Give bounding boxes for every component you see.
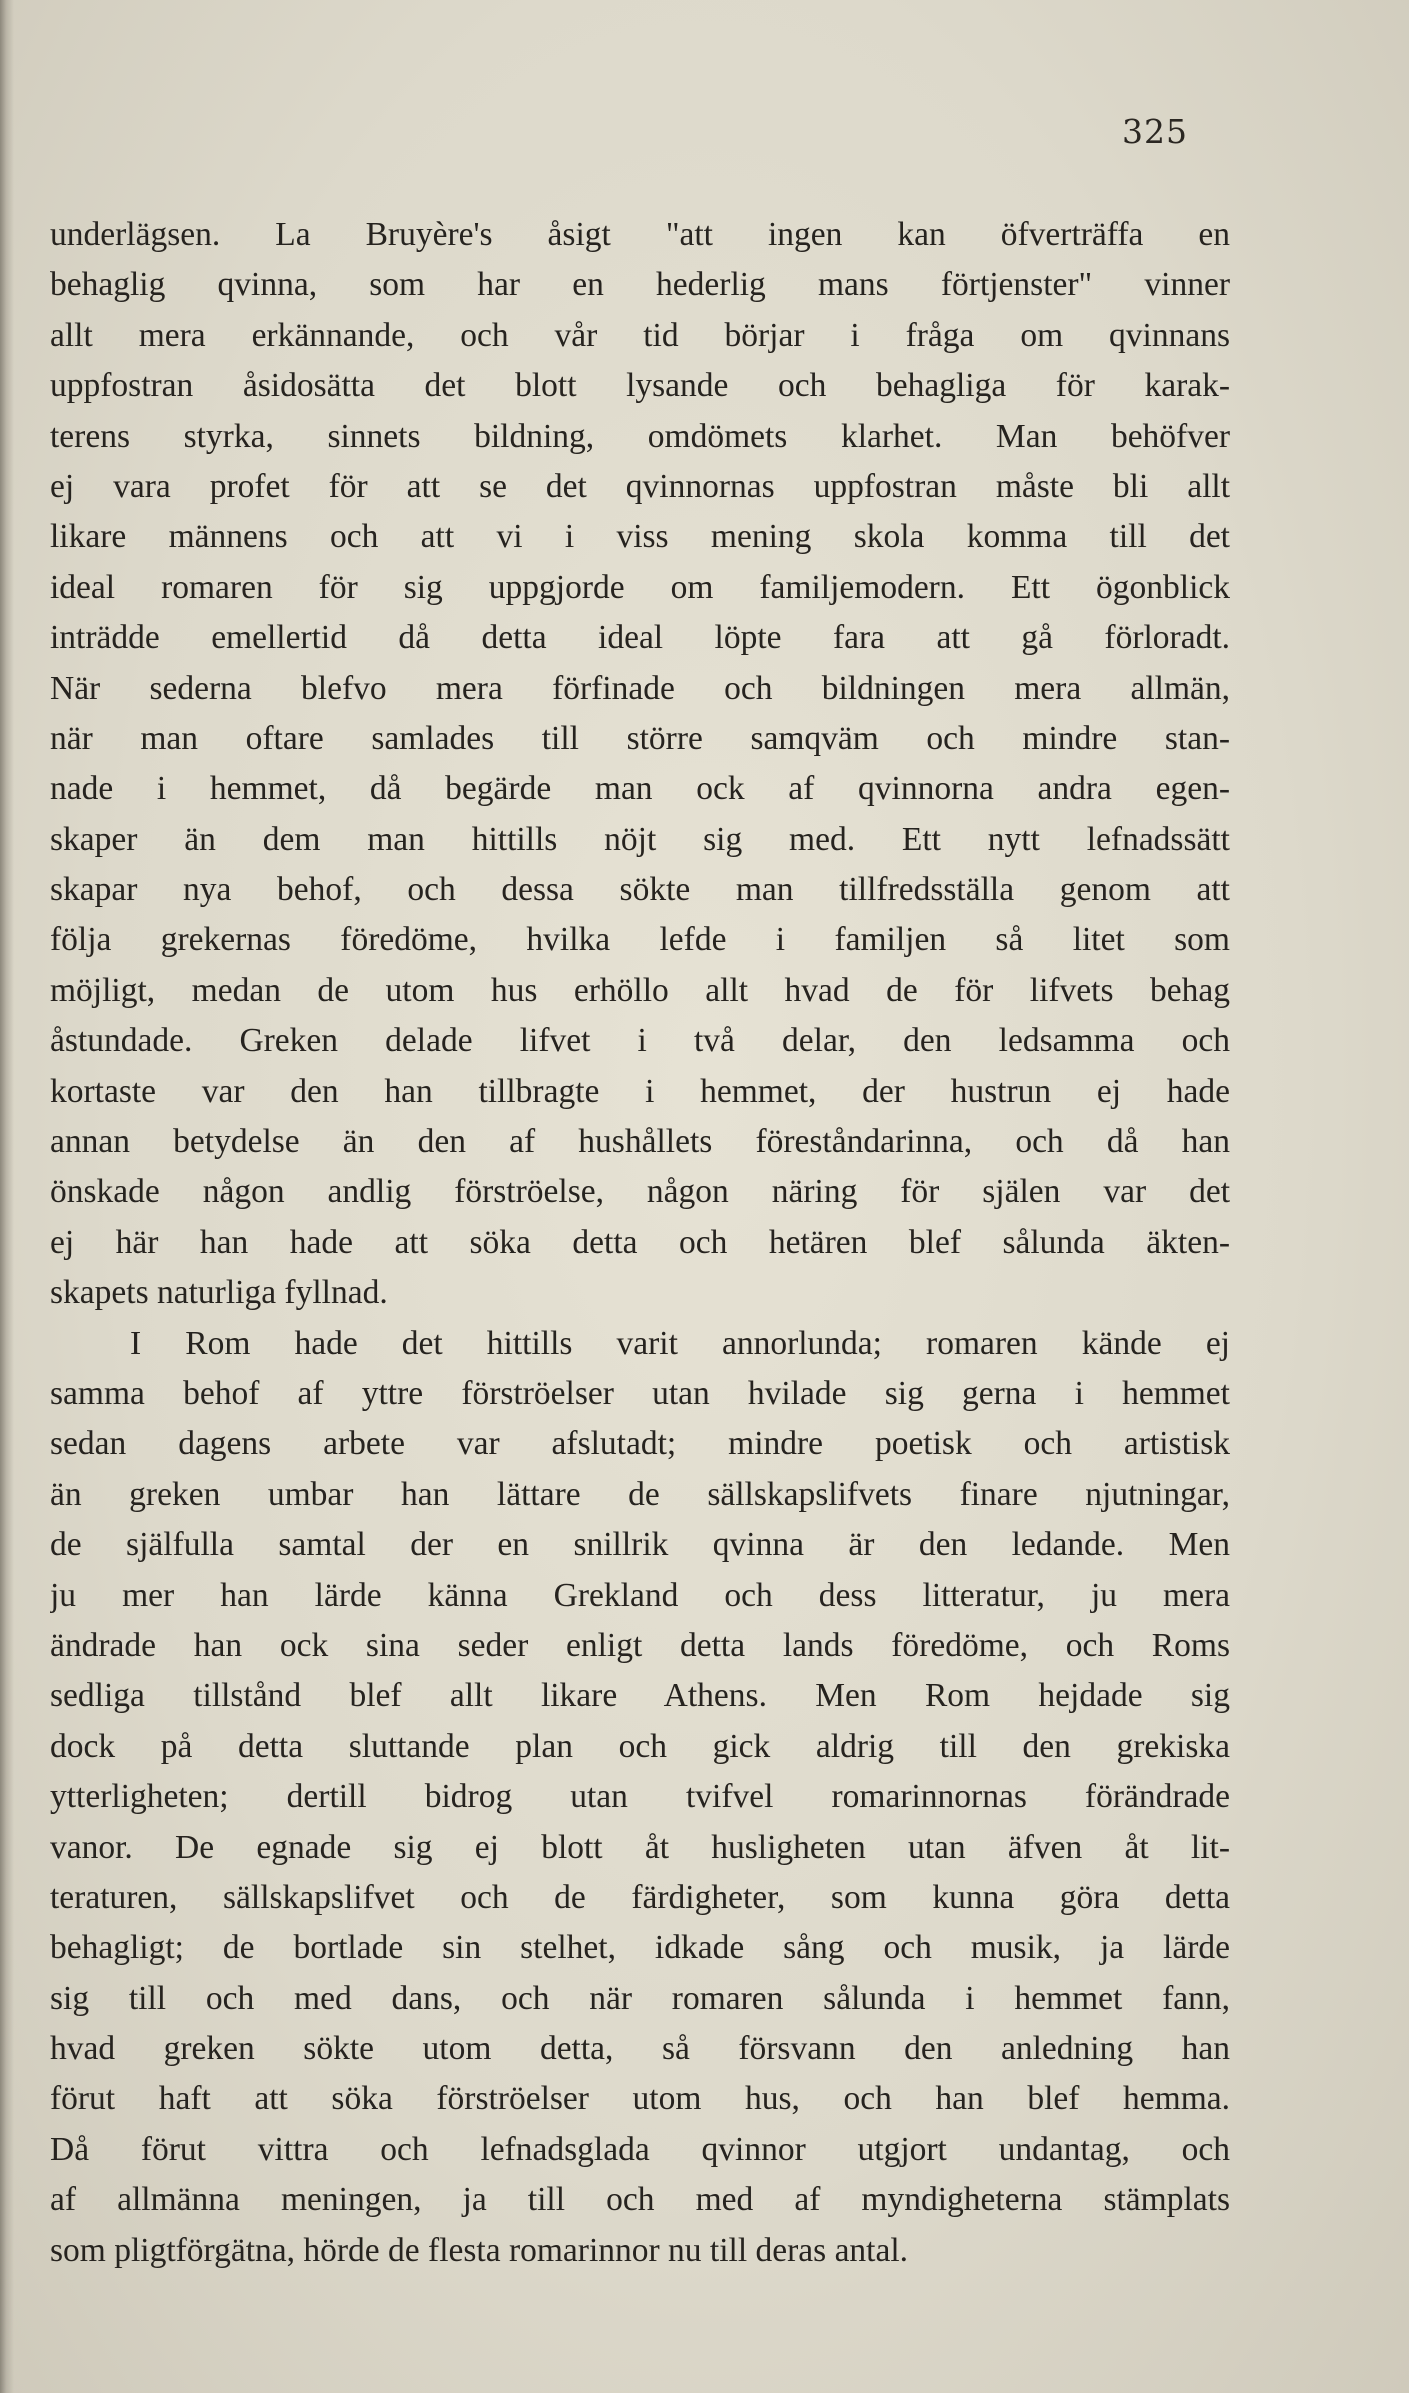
text-line: annan betydelse än den af hushållets föreståndarinna, och då han bbox=[50, 1123, 1230, 1161]
text-line: ju mer han lärde känna Grekland och dess litteratur, ju mera bbox=[50, 1576, 1230, 1614]
text-line: likare männens och att vi i viss mening skola komma till det bbox=[50, 518, 1230, 556]
text-line: I Rom hade det hittills varit annorlunda; romaren kände ej bbox=[130, 1324, 1230, 1362]
page-binding-shadow bbox=[0, 0, 14, 2393]
text-line: allt mera erkännande, och vår tid börjar i fråga om qvinnans bbox=[50, 316, 1230, 354]
text-line: de själfulla samtal der en snillrik qvinna är den ledande. Men bbox=[50, 1526, 1230, 1564]
text-line: vanor. De egnade sig ej blott åt husligheten utan äfven åt lit- bbox=[50, 1828, 1230, 1866]
text-line: Då förut vittra och lefnadsglada qvinnor utgjort undantag, och bbox=[50, 2130, 1230, 2168]
text-line: som pligtförgätna, hörde de flesta romarinnor nu till deras antal. bbox=[50, 2231, 909, 2269]
text-line: ytterligheten; dertill bidrog utan tvifvel romarinnornas förändrade bbox=[50, 1778, 1230, 1816]
text-line: åstundade. Greken delade lifvet i två delar, den ledsamma och bbox=[50, 1022, 1230, 1060]
text-line: skapets naturliga fyllnad. bbox=[50, 1274, 388, 1312]
text-line: ej vara profet för att se det qvinnornas uppfostran måste bli allt bbox=[50, 467, 1230, 505]
text-line: följa grekernas föredöme, hvilka lefde i familjen så litet som bbox=[50, 921, 1230, 959]
text-line: nade i hemmet, då begärde man ock af qvinnorna andra egen- bbox=[50, 770, 1230, 808]
text-line: sedan dagens arbete var afslutadt; mindre poetisk och artistisk bbox=[50, 1425, 1230, 1463]
text-line: dock på detta sluttande plan och gick aldrig till den grekiska bbox=[50, 1727, 1230, 1765]
text-line: än greken umbar han lättare de sällskapslifvets finare njutningar, bbox=[50, 1475, 1230, 1513]
text-line: hvad greken sökte utom detta, så försvann den anledning han bbox=[50, 2030, 1230, 2068]
text-line: ändrade han ock sina seder enligt detta lands föredöme, och Roms bbox=[50, 1626, 1230, 1664]
text-line: terens styrka, sinnets bildning, omdömets klarhet. Man behöfver bbox=[50, 417, 1230, 455]
page-number: 325 bbox=[1122, 112, 1188, 151]
text-line: när man oftare samlades till större samqväm och mindre stan- bbox=[50, 719, 1230, 757]
text-line: möjligt, medan de utom hus erhöllo allt hvad de för lifvets behag bbox=[50, 971, 1230, 1009]
text-line: af allmänna meningen, ja till och med af myndigheterna stämplats bbox=[50, 2181, 1230, 2219]
paragraph-1 bbox=[50, 210, 1230, 1319]
text-line: skapar nya behof, och dessa sökte man tillfredsställa genom att bbox=[50, 871, 1230, 909]
text-line: behagligt; de bortlade sin stelhet, idkade sång och musik, ja lärde bbox=[50, 1929, 1230, 1967]
text-line: önskade någon andlig förströelse, någon näring för själen var det bbox=[50, 1173, 1230, 1211]
text-line: inträdde emellertid då detta ideal löpte fara att gå förloradt. bbox=[50, 619, 1230, 657]
text-line: skaper än dem man hittills nöjt sig med. Ett nytt lefnadssätt bbox=[50, 820, 1230, 858]
text-line: ej här han hade att söka detta och hetären blef sålunda äkten- bbox=[50, 1223, 1230, 1261]
body-text bbox=[50, 210, 1230, 2276]
text-line: sedliga tillstånd blef allt likare Athens. Men Rom hejdade sig bbox=[50, 1677, 1230, 1715]
text-line: behaglig qvinna, som har en hederlig mans förtjenster" vinner bbox=[50, 266, 1230, 304]
text-line: teraturen, sällskapslifvet och de färdigheter, som kunna göra detta bbox=[50, 1878, 1230, 1916]
text-line: underlägsen. La Bruyère's åsigt "att ingen kan öfverträffa en bbox=[50, 216, 1230, 253]
paragraph-2 bbox=[50, 1319, 1230, 2276]
text-line: uppfostran åsidosätta det blott lysande och behagliga för karak- bbox=[50, 367, 1230, 405]
text-line: kortaste var den han tillbragte i hemmet, der hustrun ej hade bbox=[50, 1072, 1230, 1110]
text-line: förut haft att söka förströelser utom hus, och han blef hemma. bbox=[50, 2080, 1230, 2118]
text-line: sig till och med dans, och när romaren sålunda i hemmet fann, bbox=[50, 1979, 1230, 2017]
text-line: När sederna blefvo mera förfinade och bildningen mera allmän, bbox=[50, 669, 1230, 707]
text-line: samma behof af yttre förströelser utan hvilade sig gerna i hemmet bbox=[50, 1374, 1230, 1412]
text-line: ideal romaren för sig uppgjorde om familjemodern. Ett ögonblick bbox=[50, 568, 1230, 606]
